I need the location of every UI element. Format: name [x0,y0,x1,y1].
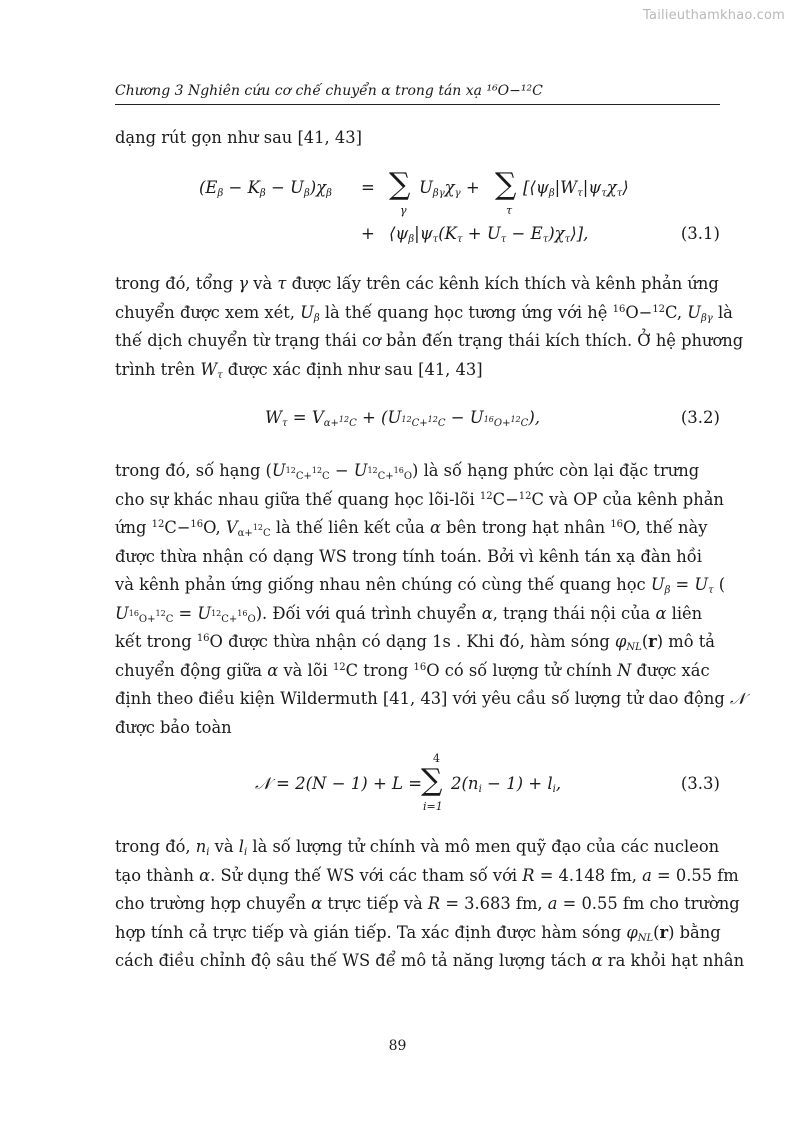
paragraph-3 [115,457,746,742]
p2-line-2: chuyển được xem xét, $U_\beta$ là thế quang học tương ứng với hệ $^{16}$O−$^{12}$C, $U_{\beta\gamma}$ là [115,302,733,324]
p3-line-4: được thừa nhận có dạng WS trong tính toán. Bởi vì kênh tán xạ đàn hồi [115,546,702,566]
equation-3-1 [115,168,720,268]
eq31-number: (3.1) [680,224,720,243]
p4-line-3: cho trường hợp chuyển α trực tiếp và R = 3.683 fm, a = 0.55 fm cho trường [115,894,740,913]
p4-line-1: trong đó, $n_i$ và $l_i$ là số lượng tử chính và mô men quỹ đạo của các nucleon [115,837,720,858]
eq31-term1: $U_{\beta\gamma}\chi_\gamma$ + [419,178,480,199]
p2-line-3: thế dịch chuyển từ trạng thái cơ bản đến trạng thái kích thích. Ở hệ phương [115,331,744,350]
header-rule [115,104,720,105]
eq33-lhs: 𝒩 = 2(N − 1) + L = [255,774,423,793]
paragraph-4 [115,833,745,976]
p3-line-8: chuyển động giữa α và lõi $^{12}$C trong $^{16}$O có số lượng tử chính N được xác [115,660,710,680]
sum-i-icon: ∑ [421,763,443,798]
eq32-body: $W_\tau = V_{\alpha+^{12}C} + (U_{^{12}C+^{12}C} - U_{^{16}O+^{12}C})$, [265,408,540,429]
p3-line-9: định theo điều kiện Wildermuth [41, 43] với yêu cầu số lượng tử dao động 𝒩 [115,689,746,708]
eq31-plus: + [361,224,375,243]
eq31-term3: $⟨\psi_\beta|\psi_\tau(K_\tau + U_\tau$ − $E_\tau)\chi_\tau⟩$], [389,224,589,245]
p3-line-3: ứng $^{12}$C−$^{16}$O, $V_{\alpha+^{12}C}$ là thế liên kết của α bên trong hạt nhân $^{16}$O, thế này [115,518,708,539]
p2-line-1: trong đó, tổng γ và τ được lấy trên các kênh kích thích và kênh phản ứng [115,274,719,293]
running-header: Chương 3 Nghiên cứu cơ chế chuyển α trong tán xạ ¹⁶O−¹²C [115,83,543,99]
eq33-number: (3.3) [680,774,720,793]
page-number: 89 [388,1038,407,1054]
p3-line-1: trong đó, số hạng $(U_{^{12}C+^{12}C} - U_{^{12}C+^{16}O})$ là số hạng phức còn lại đặc trưng [115,461,700,482]
sum-gamma-limit: γ [400,204,407,217]
equation-3-3 [115,752,720,812]
eq31-line2 [115,168,116,169]
sum-upper-limit: 4 [433,752,440,765]
p4-line-4: hợp tính cả trực tiếp và gián tiếp. Ta xác định được hàm sóng $\varphi_{NL}(r)$ bằng [115,922,721,944]
p4-line-2: tạo thành α. Sử dụng thế WS với các tham số với R = 4.148 fm, a = 0.55 fm [115,865,739,885]
intro-line [115,124,720,153]
eq31-equals: = [361,178,375,197]
p2-line-4: trình trên $W_\tau$ được xác định như sau [41, 43] [115,359,483,381]
intro-text: dạng rút gọn như sau [41, 43] [115,128,362,147]
p3-line-2: cho sự khác nhau giữa thế quang học lõi-lõi $^{12}$C−$^{12}$C và OP của kênh phản [115,489,724,509]
p3-line-7: kết trong $^{16}$O được thừa nhận có dạng 1s . Khi đó, hàm sóng $\varphi_{NL}(r)$ mô tả [115,632,715,653]
sum-lower-limit: i=1 [423,800,443,813]
sum-tau-icon: ∑ [495,167,517,202]
eq31-term2: [$⟨\psi_\beta|W_\tau|\psi_\tau\chi_\tau⟩$ [523,178,629,199]
p4-line-5: cách điều chỉnh độ sâu thế WS để mô tả năng lượng tách α ra khỏi hạt nhân [115,951,745,970]
eq33-source [115,752,116,753]
watermark: Tailieuthamkhao.com [643,8,785,23]
equation-3-2 [115,408,720,436]
sum-tau-limit: τ [506,204,513,217]
eq32-source [115,408,116,409]
p3-line-6: $U_{^{16}O+^{12}C} = U_{^{12}C+^{16}O}$). Đối với quá trình chuyển α, trạng thái nội của α liên [115,603,703,625]
eq32-number: (3.2) [680,408,720,427]
eq33-rhs: $2(n_i - 1) + l_i$, [451,774,562,795]
eq31-lhs: $(E_\beta - K_\beta - U_\beta)\chi_\beta$ [199,178,332,199]
p3-line-10: được bảo toàn [115,717,232,737]
sum-gamma-icon: ∑ [389,167,411,202]
p3-line-5: và kênh phản ứng giống nhau nên chúng có cùng thế quang học $U_\beta = U_\tau$ ( [115,575,726,596]
paragraph-2 [115,270,744,384]
